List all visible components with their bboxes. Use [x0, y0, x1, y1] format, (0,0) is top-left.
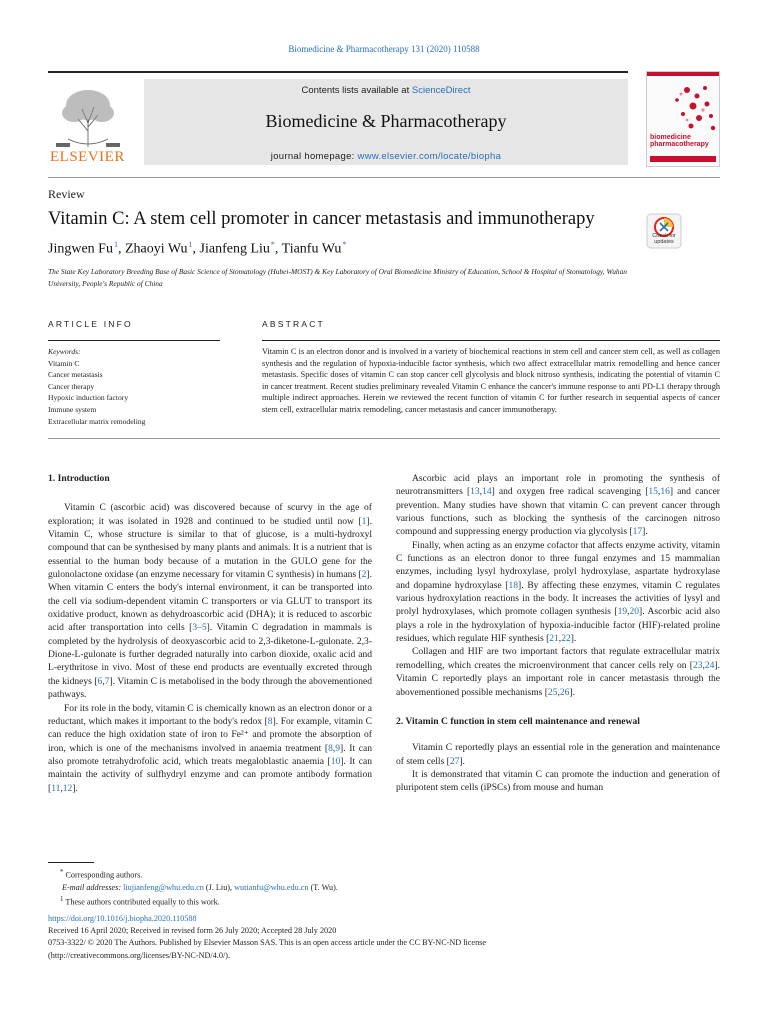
abstract-text: Vitamin C is an electron donor and is involved in a variety of biochemical reactions in stem cell and cancer stem cell, as well as collagen synthesis and the regulation of hypoxia-inducible factor synthesis, which two affect extracellular matrix remodelling and hence cancer metastasis. Specific doses of vitamin C can stop cancer cell glycolysis and block nitroso synthesis, indicating the potential of vitamin C in cancer treatment. Recent studies preliminary revealed Vitamin C enhance the cancer's immune response to anti PD-L1 therapy through multiple indirect approaches. Herein we reviewed the recent function of vitamin C for further research in sequential aspects of cancer stem cell, extracellular matrix remodeling, cancer metastasis and cancer immunotherapy.	[262, 347, 720, 414]
paragraph-text: ,	[557, 686, 560, 698]
footnote-rule	[48, 862, 94, 863]
paragraph-text: ]. By affecting these enzymes, vitamin C regulates various hydroxylation reactions in the body. It increases the activities of lysyl and prolyl hydroxylases, which promote collagen synthesis [	[396, 579, 720, 618]
footnotes	[48, 862, 728, 962]
cover-graphic	[647, 76, 720, 136]
homepage-prefix: journal homepage:	[270, 151, 358, 162]
author-name[interactable]: Tianfu Wu	[281, 241, 342, 257]
paragraph-text: Ascorbic acid plays an important role in promoting the synthesis of neurotransmitters [	[396, 473, 720, 498]
author-name[interactable]: Jianfeng Liu	[199, 241, 270, 257]
author-separator: ,	[192, 241, 200, 257]
author-name[interactable]: Jingwen Fu	[48, 241, 113, 257]
paragraph-text: ].	[570, 633, 577, 645]
citation-link[interactable]: 10	[330, 755, 341, 767]
body-paragraph	[48, 702, 372, 795]
citation-link[interactable]: 6	[97, 675, 103, 687]
citation-link[interactable]: 26	[559, 686, 570, 698]
keyword-item: Immune system	[48, 404, 97, 414]
left-paragraphs	[48, 501, 372, 795]
citation-link[interactable]: 12	[62, 782, 73, 794]
paragraph-text: ,	[479, 486, 483, 498]
keywords-block	[48, 346, 228, 427]
citation-link[interactable]: 27	[449, 755, 460, 767]
paragraph-text: ].	[459, 755, 465, 767]
paragraph-text: It is demonstrated that vitamin C can promote the induction and generation of pluripotent stem cells (iPSCs) from mouse and human	[396, 768, 720, 794]
body-paragraph	[396, 768, 720, 795]
paragraph-text: ]. When vitamin C enters the body's internal environment, it can be transported into the cell via sodium-dependent vitamin C transporters or via GLUT to transport its oxidative product, known as dehydroascorbic acid (DHA); it is reduced to ascorbic acid after transportation into cells [	[48, 569, 372, 634]
right-paragraphs	[396, 472, 720, 699]
affiliation: The State Key Laboratory Breeding Base of Basic Science of Stomatology (Hubei-MOST) & Key Laboratory of Oral Biomedicine Ministry of Education, School & Hospital of Stomatology, Wuhan University, People's Republic of China	[48, 267, 627, 288]
email-wu-name: (T. Wu).	[308, 882, 338, 892]
body-column-left	[48, 472, 372, 795]
paragraph-text: ]. Vitamin C is metabolised in the body through the abovementioned pathways.	[48, 675, 372, 701]
keyword-item: Vitamin C	[48, 358, 80, 368]
keyword-item: Cancer metastasis	[48, 370, 103, 380]
citation-link[interactable]: 16	[660, 486, 670, 498]
abstract-rule	[262, 340, 720, 341]
citation-link[interactable]: 8	[267, 715, 273, 727]
citation-link[interactable]: 2	[361, 569, 367, 581]
citation-link[interactable]: 21	[549, 633, 559, 645]
elsevier-wordmark: ELSEVIER	[50, 149, 125, 165]
paragraph-text: ].	[642, 526, 648, 538]
citation-link[interactable]: 24	[704, 659, 715, 671]
article-info-rule	[48, 340, 220, 341]
body-paragraph	[396, 539, 720, 646]
keywords-label: Keywords:	[48, 347, 81, 356]
keyword-item: Cancer therapy	[48, 381, 95, 391]
paragraph-text: ]. It can maintain the activity of sulfhydryl enzyme and can promote antibody formation [	[48, 755, 372, 794]
citation-link[interactable]: 14	[482, 486, 492, 498]
section-1-heading: 1. Introduction	[48, 473, 110, 484]
paragraph-text: ] and cancer prevention. Many studies have shown that vitamin C can prevent cancer through various functions, such as blocking the synthesis of the carcinogen nitroso compound and suppressing energy production via glycolysis [	[396, 486, 720, 538]
body-paragraph	[48, 501, 372, 701]
abstract-bottom-rule	[48, 438, 720, 439]
paragraph-text: ]. For example, vitamin C can reduce the high oxidation state of iron to Fe²⁺ and promote the absorption of iron, which is one of the mechanisms involved in anaemia treatment [	[48, 715, 372, 754]
cover-bottom-bar	[650, 156, 716, 162]
citation-link[interactable]: 7	[104, 675, 110, 687]
paragraph-text: ,	[627, 606, 630, 618]
article-metadata	[48, 913, 728, 962]
citation-link[interactable]: 8	[328, 742, 333, 754]
paragraph-text: Vitamin C reportedly plays an essential role in the generation and maintenance of stem cells [	[396, 742, 720, 767]
keyword-item: Hypoxic induction factory	[48, 393, 129, 403]
section-2-heading: 2. Vitamin C function in stem cell maintenance and renewal	[396, 715, 640, 727]
paragraph-text: ]. Vitamin C, whose structure is similar to that of glucose, is a multi-hydroxyl compound that can be synthesised by many plants and animals. It is a nutrient that is essential to the human body because of a mutation in the GULO gene for the gulonolactone oxidase (an enzyme necessary for vitamin C synthesis) in humans [	[48, 515, 372, 581]
author-name[interactable]: Zhaoyi Wu	[124, 241, 188, 257]
footnote-equal-contribution	[48, 894, 728, 909]
footnote-emails	[48, 882, 728, 894]
paragraph-text: ] and oxygen free radical scavenging [	[491, 486, 649, 498]
email-label: E-mail addresses:	[62, 882, 122, 892]
paragraph-text: ].	[569, 686, 575, 698]
citation-link[interactable]: 13	[470, 486, 480, 498]
citation-link[interactable]: 19	[617, 606, 628, 618]
author-mark[interactable]: 1	[113, 240, 118, 249]
article-type: Review	[48, 187, 85, 201]
paragraph-text: ,	[558, 633, 562, 645]
citation-link[interactable]: 18	[508, 579, 519, 591]
masthead-center-panel	[144, 79, 628, 165]
keyword-item: Extracellular matrix remodeling	[48, 416, 146, 426]
crossmark-label[interactable]: Check for updates	[652, 233, 676, 245]
citation-link[interactable]: 17	[632, 526, 643, 538]
right-paragraphs-section-2	[396, 741, 720, 794]
journal-masthead	[48, 71, 720, 169]
paragraph-text: ,	[60, 782, 63, 794]
email-liu-name: (J. Liu),	[203, 882, 235, 892]
dates-line: Received 16 April 2020; Received in revised form 26 July 2020; Accepted 28 July 2020	[48, 926, 337, 936]
masthead-top-rule	[48, 71, 628, 73]
abstract-heading: ABSTRACT	[262, 319, 325, 329]
equal-mark: 1	[60, 896, 64, 904]
contents-available-line	[144, 85, 628, 96]
paragraph-text: ].	[72, 782, 78, 794]
keywords-list	[48, 358, 228, 428]
citation-link[interactable]: 22	[561, 633, 571, 645]
contents-prefix: Contents lists available at	[301, 85, 412, 96]
author-separator: ,	[274, 241, 282, 257]
paragraph-text: Finally, when acting as an enzyme cofactor that affects enzyme activity, vitamin C functions as an electron donor to three fungal enzymes and 15 mammalian enzymes, including lysyl hydroxylase, prolyl hydroxylase, aspartate hydroxylase and dopamine hydroxylase [	[396, 539, 720, 591]
cover-title: biomedicine pharmacotherapy	[650, 134, 709, 148]
corresponding-mark: *	[60, 869, 64, 876]
author-separator: ,	[117, 241, 125, 257]
citation-link[interactable]: 25	[547, 686, 558, 698]
email-liu-link[interactable]: liujianfeng@whu.edu.cn	[123, 882, 204, 892]
author-mark[interactable]: *	[342, 240, 347, 249]
body-paragraph	[396, 645, 720, 698]
article-info-heading: ARTICLE INFO	[48, 319, 133, 329]
paragraph-text: ,	[702, 659, 705, 671]
copyright-line: 0753-3322/ © 2020 The Authors. Published by Elsevier Masson SAS. This is an open access article under the CC BY-NC-ND license	[48, 938, 486, 948]
masthead-bottom-rule	[48, 177, 720, 178]
citation-link[interactable]: 15	[648, 486, 658, 498]
paragraph-text: Vitamin C (ascorbic acid) was discovered because of scurvy in the age of exploration; it was isolated in 1928 and continued to be studied until now [	[48, 502, 372, 527]
doi-link[interactable]: https://doi.org/10.1016/j.biopha.2020.110588	[48, 914, 197, 924]
body-column-right	[396, 472, 720, 795]
citation-link[interactable]: 11	[51, 782, 61, 794]
body-paragraph	[396, 741, 720, 768]
article-title: Vitamin C: A stem cell promoter in cancer metastasis and immunotherapy	[48, 209, 595, 229]
citation-link[interactable]: 20	[629, 606, 640, 618]
paragraph-text: ,	[332, 742, 336, 754]
equal-text: These authors contributed equally to this work.	[65, 897, 220, 907]
homepage-link[interactable]: www.elsevier.com/locate/biopha	[357, 151, 502, 162]
paragraph-text: For its role in the body, vitamin C is chemically known as an electron donor or a reductant, which makes it important to the body's redox [	[48, 702, 372, 727]
corresponding-text: Corresponding authors.	[65, 870, 143, 880]
paragraph-text: ,	[657, 486, 661, 498]
paragraph-text: ]. Ascorbic acid also plays a role in the hydroxylation of hypoxia-inducible factor (HIF)-related proline residues, which regulate HIF synthesis [	[396, 606, 720, 645]
sciencedirect-link[interactable]: ScienceDirect	[411, 85, 471, 96]
email-wu-link[interactable]: wutianfu@whu.edu.cn	[234, 882, 309, 892]
body-paragraph	[396, 472, 720, 539]
author-list	[48, 240, 346, 258]
paragraph-text: ]. Vitamin C reportedly plays an important role in cancer metastasis through the abovementioned possible mechanisms [	[396, 659, 720, 698]
journal-title: Biomedicine & Pharmacotherapy	[265, 111, 507, 131]
paragraph-text: ]. Vitamin C degradation in mammals is completed by the hydrolysis of deoxyascorbic acid to 2,3-diketone-L-gulonate. 2,3-Dione-L-gulonate is further degraded naturally into carbon dioxide, oxalic acid and L-erythritose in vivo. Most of these end products are eventually excreted through the kidneys [	[48, 622, 372, 687]
author-mark[interactable]: 1	[188, 240, 193, 249]
journal-reference[interactable]: Biomedicine & Pharmacotherapy 131 (2020) 110588	[288, 44, 480, 54]
author-mark[interactable]: *	[270, 240, 275, 249]
footnote-corresponding	[48, 867, 728, 882]
citation-link[interactable]: 9	[335, 742, 341, 754]
paragraph-text: ]. It can also promote tetrahydrofolic acid, which treats megaloblastic anaemia [	[48, 742, 372, 767]
license-url[interactable]: (http://creativecommons.org/licenses/BY-NC-ND/4.0/).	[48, 950, 230, 960]
citation-link[interactable]: 23	[692, 659, 703, 671]
citation-link[interactable]: 3–5	[192, 622, 207, 634]
paragraph-text: Collagen and HIF are two important factors that regulate extracellular matrix remodelling, which creates the microenvironment that cancer cells rely on [	[396, 646, 720, 671]
journal-cover-thumbnail[interactable]	[646, 71, 720, 167]
paragraph-text: ,	[102, 675, 105, 687]
citation-link[interactable]: 1	[361, 515, 367, 527]
journal-homepage-line	[144, 151, 628, 162]
